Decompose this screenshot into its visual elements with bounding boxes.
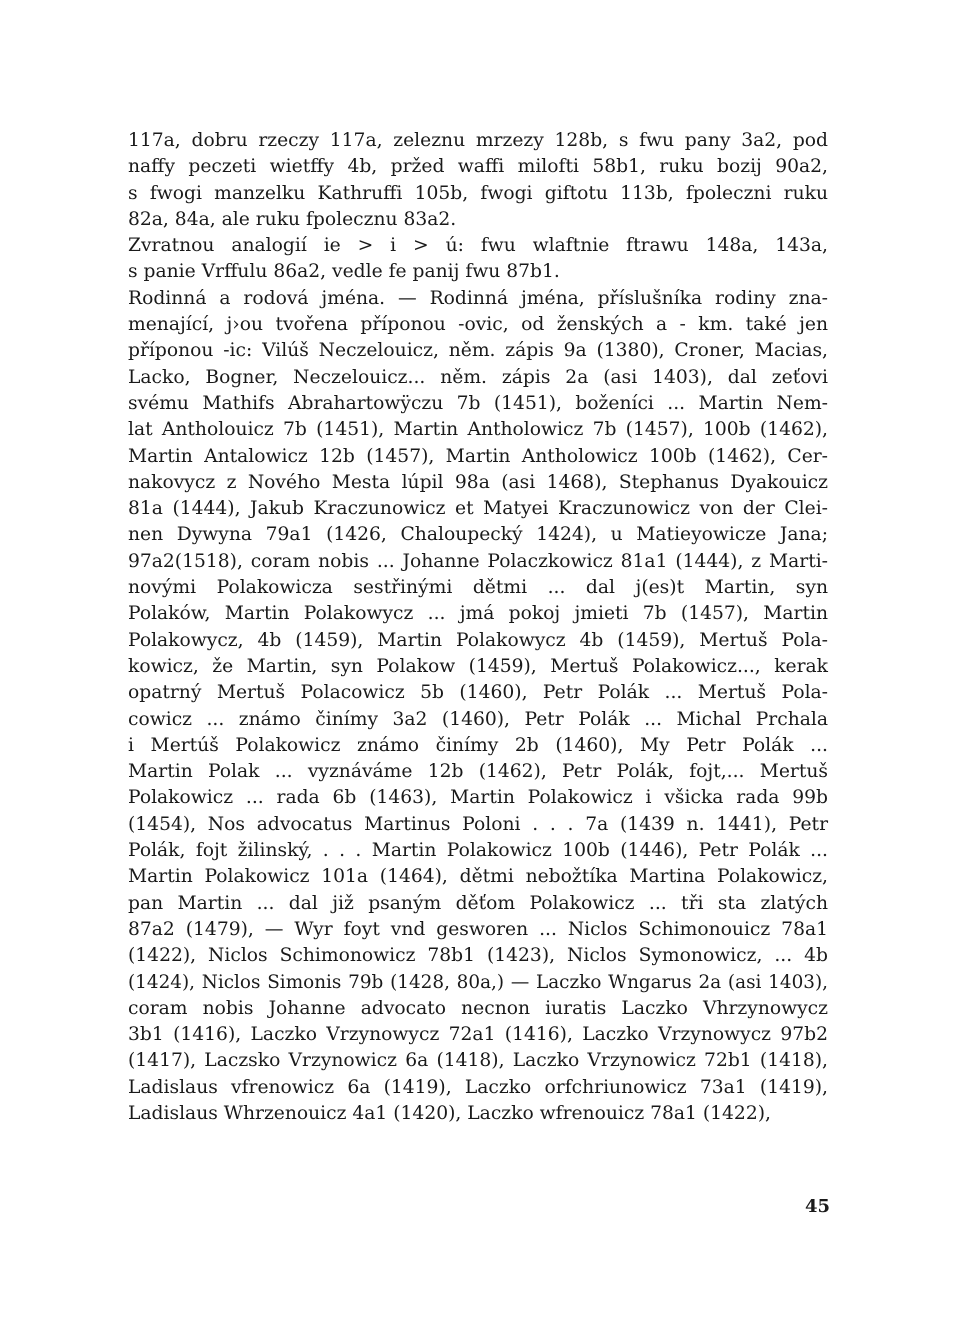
text-line: naffy peczeti wietffy 4b, pržed waffi milofti 58b1, ruku bozij 90a2, (128, 156, 828, 178)
text-line: Martin Polak ... vyznáváme 12b (1462), Petr Polák, fojt,... Mertuš (128, 761, 828, 783)
text-line: menající, j›ou tvořena příponou -ovic, od ženských a - km. také jen (128, 314, 828, 336)
text-line: 97a2(1518), coram nobis ... Johanne Polaczkowicz 81a1 (1444), z Marti- (128, 550, 828, 572)
text-line: (1417), Laczsko Vrzynowicz 6a (1418), Laczko Vrzynowicz 72b1 (1418), (128, 1050, 828, 1072)
text-line: 87a2 (1479), — Wyr foyt vnd gesworen ... Niclos Schimonouicz 78a1 (128, 918, 828, 940)
text-line: Rodinná a rodová jména. — Rodinná jména, příslušníka rodiny zna- (128, 287, 828, 309)
text-line: coram nobis Johanne advocato necnon iuratis Laczko Vhrzynowycz (128, 997, 828, 1019)
text-line: nakovycz z Nového Mesta lúpil 98a (asi 1468), Stephanus Dyakouicz (128, 471, 828, 493)
text-line: Ladislaus Whrzenouicz 4a1 (1420), Laczko wfrenouicz 78a1 (1422), (128, 1102, 771, 1124)
text-line: novými Polakowicza sestřinými dětmi ... dal j(es)t Martin, syn (128, 577, 828, 599)
text-line: s panie Vrffulu 86a2, vedle fe panij fwu 87b1. (128, 261, 560, 283)
text-line: i Mertúš Polakowicz známo činímy 2b (1460), My Petr Polák ... (128, 734, 828, 756)
text-line: Martin Antalowicz 12b (1457), Martin Antholowicz 100b (1462), Cer- (128, 445, 828, 467)
text-line: Polák, fojt žilinský, . . . Martin Polakowicz 100b (1446), Petr Polák ... (128, 840, 828, 862)
text-line: 81a (1444), Jakub Kraczunowicz et Matyei Kraczunowicz von der Clei- (128, 498, 828, 520)
text-line: (1422), Niclos Schimonowicz 78b1 (1423), Niclos Symonowicz, ... 4b (128, 945, 828, 967)
text-line: Polaków, Martin Polakowycz ... jmá pokoj jmieti 7b (1457), Martin (128, 603, 828, 625)
text-line: Zvratnou analogií ie > i > ú: fwu wlaftnie ftrawu 148a, 143a, (128, 235, 828, 257)
text-line: (1424), Niclos Simonis 79b (1428, 80a,) — Laczko Wngarus 2a (asi 1403), (128, 971, 828, 993)
text-line: nen Dywyna 79a1 (1426, Chaloupecký 1424), u Matieyowicze Jana; (128, 524, 828, 546)
text-line: cowicz ... známo činímy 3a2 (1460), Petr Polák ... Michal Prchala (128, 708, 828, 730)
text-line: svému Mathifs Abrahartowÿczu 7b (1451), boženíci ... Martin Nem- (128, 392, 828, 414)
text-line: 117a, dobru rzeczy 117a, zeleznu mrzezy 128b, s fwu pany 3a2, pod (128, 130, 828, 151)
text-line: Polakowicz ... rada 6b (1463), Martin Polakowicz i všicka rada 99b (128, 787, 828, 809)
text-line: Ladislaus vfrenowicz 6a (1419), Laczko orfchriunowicz 73a1 (1419), (128, 1076, 828, 1098)
text-line: Lacko, Bogner, Neczelouicz... něm. zápis 2a (asi 1403), dal zeťovi (128, 366, 828, 388)
text-line: příponou -ic: Vilúš Neczelouicz, něm. zápis 9a (1380), Croner, Macias, (128, 340, 828, 362)
text-line: 82a, 84a, ale ruku fpolecznu 83a2. (128, 208, 457, 230)
text-line: s fwogi manzelku Kathruffi 105b, fwogi giftotu 113b, fpoleczni ruku (128, 182, 828, 204)
body-text (128, 128, 828, 1127)
text-line: (1454), Nos advocatus Martinus Poloni . . . 7a (1439 n. 1441), Petr (128, 813, 828, 835)
page-number: 45 (804, 1196, 830, 1217)
text-line: pan Martin ... dal již psaným děťom Polakowicz ... tři sta zlatých (128, 892, 828, 914)
text-line: lat Antholouicz 7b (1451), Martin Antholowicz 7b (1457), 100b (1462), (128, 419, 828, 441)
text-line: 3b1 (1416), Laczko Vrzynowycz 72a1 (1416), Laczko Vrzynowycz 97b2 (128, 1024, 828, 1046)
text-line: Martin Polakowicz 101a (1464), dětmi nebožtíka Martina Polakowicz, (128, 866, 828, 888)
text-line: opatrný Mertuš Polacowicz 5b (1460), Petr Polák ... Mertuš Pola- (128, 682, 828, 704)
text-line: Polakowycz, 4b (1459), Martin Polakowycz 4b (1459), Mertuš Pola- (128, 629, 828, 651)
text-line: kowicz, že Martin, syn Polakow (1459), Mertuš Polakowicz..., kerak (128, 655, 828, 677)
